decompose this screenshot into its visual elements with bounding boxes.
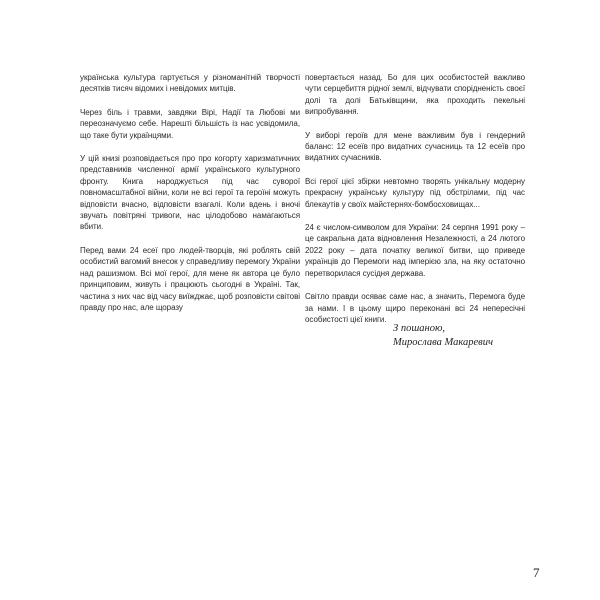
page-number: 7	[533, 565, 540, 580]
paragraph: повертається назад. Бо для цих особистостей важливо чути серцебиття рідної землі, відчувати спорідненість своєї долі та долі Батьківщини, яка проходить пекельні випробування.	[305, 73, 525, 117]
signature-author: Мирослава Макаревич	[393, 337, 493, 348]
paragraph: У виборі героїв для мене важливим був і гендерний баланс: 12 есеїв про видатних сучасниць та 12 есеїв про видатних сучасників.	[305, 130, 525, 163]
paragraph: українська культура гартується у різноманітній творчості десятків тисяч відомих і невідомих митців.	[80, 73, 300, 94]
paragraph: У цій книзі розповідається про про когорту харизматичних представників численної армії українського культурного фронту. Книга народжується під час суворої повномасштабної війни, коли не всі герої та героїні можуть відповісти вчасно, відповісти взагалі. Коли вдень і вночі звучать повітряні тривоги, нас цілодобово намагаються вбити.	[80, 154, 300, 232]
paragraph: 24 є числом-символом для України: 24 серпня 1991 року – це сакральна дата відновлення Незалежності, а 24 лютого 2022 року – дата початку великої битви, що приведе українців до Перемоги над імперією зла, на яку остаточно перетворилася сусідня держава.	[305, 223, 525, 278]
right-column	[305, 72, 525, 337]
signature-greeting: З пошаною,	[393, 323, 445, 334]
paragraph: Через біль і травми, завдяки Вірі, Надії та Любові ми переозначуємо себе. Нарешті більшість із нас усвідомила, що таке бути українцями.	[80, 107, 300, 140]
left-column	[80, 72, 300, 325]
paragraph: Перед вами 24 есеї про людей-творців, які роблять свій особистий вагомий внесок у справедливу перемогу України над рашизмом. Всі мої герої, для мене як автора це було принциповим, живуть і працюють сьогодні в Україні. Так, частина з них час від часу виїжджає, щоб розповісти світові правду про нас, але щоразу	[80, 245, 300, 312]
paragraph: Світло правди осяває саме нас, а значить, Перемога буде за нами. І в цьому щиро переконані всі 24 непересічні особистості цієї книги.	[305, 292, 525, 324]
signature	[393, 322, 493, 350]
paragraph: Всі герої цієї збірки невтомно творять унікальну модерну прекрасну українську культуру під обстрілами, під час блекаутів у своїх майстернях-бомбосховищах...	[305, 176, 525, 209]
